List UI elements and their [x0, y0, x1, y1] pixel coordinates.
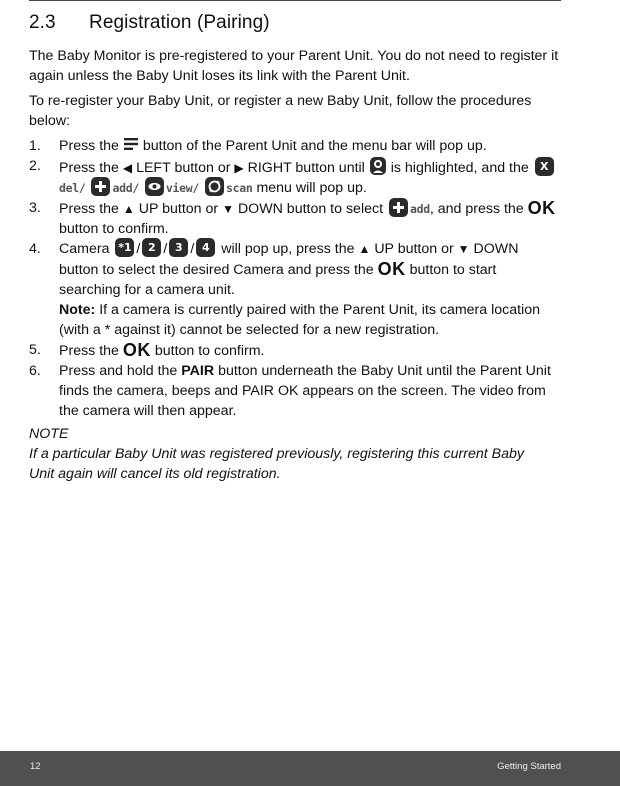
step-text: DOWN button to select: [237, 201, 384, 217]
step-text: menu will pop up.: [256, 180, 367, 196]
list-item: [29, 340, 561, 361]
step-number: 3.: [29, 200, 41, 216]
step-text: button to confirm.: [154, 343, 265, 359]
ok-icon: OK: [377, 259, 406, 279]
left-arrow-icon: ◀: [122, 161, 133, 175]
camera-number-icon: 3: [169, 238, 188, 257]
step-text: Press and hold the: [59, 363, 178, 379]
step-text: LEFT button or: [136, 160, 231, 176]
add-icon: [91, 177, 110, 196]
step-text: Camera: [59, 241, 110, 257]
step-text: Press the: [59, 160, 119, 176]
note-label: Note:: [59, 302, 96, 318]
add-icon: [389, 198, 408, 217]
step-number: 6.: [29, 363, 41, 379]
step-text: Press the: [59, 201, 119, 217]
step-text: RIGHT button until: [247, 160, 365, 176]
step-text: UP button or: [138, 201, 219, 217]
page-number: 12: [30, 761, 41, 772]
scan-icon: [205, 177, 224, 196]
step-text: Press the: [59, 138, 119, 154]
step-text: is highlighted, and the: [390, 160, 529, 176]
step-number: 1.: [29, 138, 41, 154]
ok-icon: OK: [122, 340, 151, 360]
menu-option-add: add/: [112, 181, 139, 195]
list-item: [29, 361, 561, 421]
note-body: If a particular Baby Unit was registered previously, registering this current Baby Unit again will cancel its old registration.: [29, 446, 524, 482]
step-text: button of the Parent Unit and the menu bar will pop up.: [142, 138, 487, 154]
intro-paragraph-1: The Baby Monitor is pre-registered to your Parent Unit. You do not need to register it again unless the Baby Unit loses its link with the Parent Unit.: [29, 48, 559, 84]
section-title: Registration (Pairing): [89, 12, 270, 33]
page-footer: [0, 751, 620, 786]
note-text: If a camera is currently paired with the Parent Unit, its camera location (with a * against it) cannot be selected for a new registration.: [59, 302, 541, 338]
camera-number-icon: 4: [196, 238, 215, 257]
list-item: [29, 239, 561, 340]
down-arrow-icon: ▼: [457, 242, 470, 256]
inline-note: [59, 300, 561, 340]
top-rule: [29, 0, 561, 1]
section-number: 2.3: [29, 12, 56, 33]
up-arrow-icon: ▲: [122, 202, 135, 216]
menu-option-add: add: [409, 202, 430, 216]
step-text: button to confirm.: [59, 221, 169, 237]
ok-icon: OK: [527, 198, 556, 218]
footer-section-title: Getting Started: [497, 761, 561, 772]
list-item: [29, 198, 561, 239]
intro-paragraph-2: To re-register your Baby Unit, or register a new Baby Unit, follow the procedures below:: [29, 93, 532, 129]
step-text: will pop up, press the: [221, 241, 355, 257]
camera-number-icon: 2: [142, 238, 161, 257]
menu-option-del: del/: [59, 181, 86, 195]
step-text: , and press the: [429, 201, 524, 217]
up-arrow-icon: ▲: [358, 242, 371, 256]
pair-button-label: PAIR: [181, 363, 215, 379]
section-heading: [29, 12, 270, 34]
down-arrow-icon: ▼: [222, 202, 234, 216]
separator: /: [163, 241, 168, 257]
list-item: [29, 156, 561, 198]
camera-number-icon: *1: [115, 238, 134, 257]
step-number: 2.: [29, 158, 41, 174]
delete-icon: X: [535, 157, 554, 176]
menu-icon: [123, 138, 139, 154]
separator: /: [190, 241, 195, 257]
step-number: 4.: [29, 241, 41, 257]
right-arrow-icon: ▶: [234, 161, 244, 175]
step-text: UP button or: [374, 241, 454, 257]
step-number: 5.: [29, 342, 41, 358]
step-text: button to start searching for a camera unit.: [59, 262, 497, 298]
step-text: Press the: [59, 343, 119, 359]
menu-option-view: view/: [165, 181, 200, 195]
note-title: NOTE: [29, 426, 69, 442]
section-body: [29, 46, 561, 484]
menu-option-scan: scan: [225, 181, 253, 195]
step-text: button underneath the Baby Unit until the Parent Unit finds the camera, beeps and PAIR OK appears on the screen. The video from the camera will then appear.: [59, 363, 551, 419]
list-item: [29, 136, 561, 156]
camera-person-icon: [369, 160, 387, 176]
step-text: DOWN button to select the desired Camera and press the: [59, 241, 519, 278]
procedure-list: [29, 136, 561, 421]
view-eye-icon: [145, 177, 164, 196]
separator: /: [136, 241, 141, 257]
